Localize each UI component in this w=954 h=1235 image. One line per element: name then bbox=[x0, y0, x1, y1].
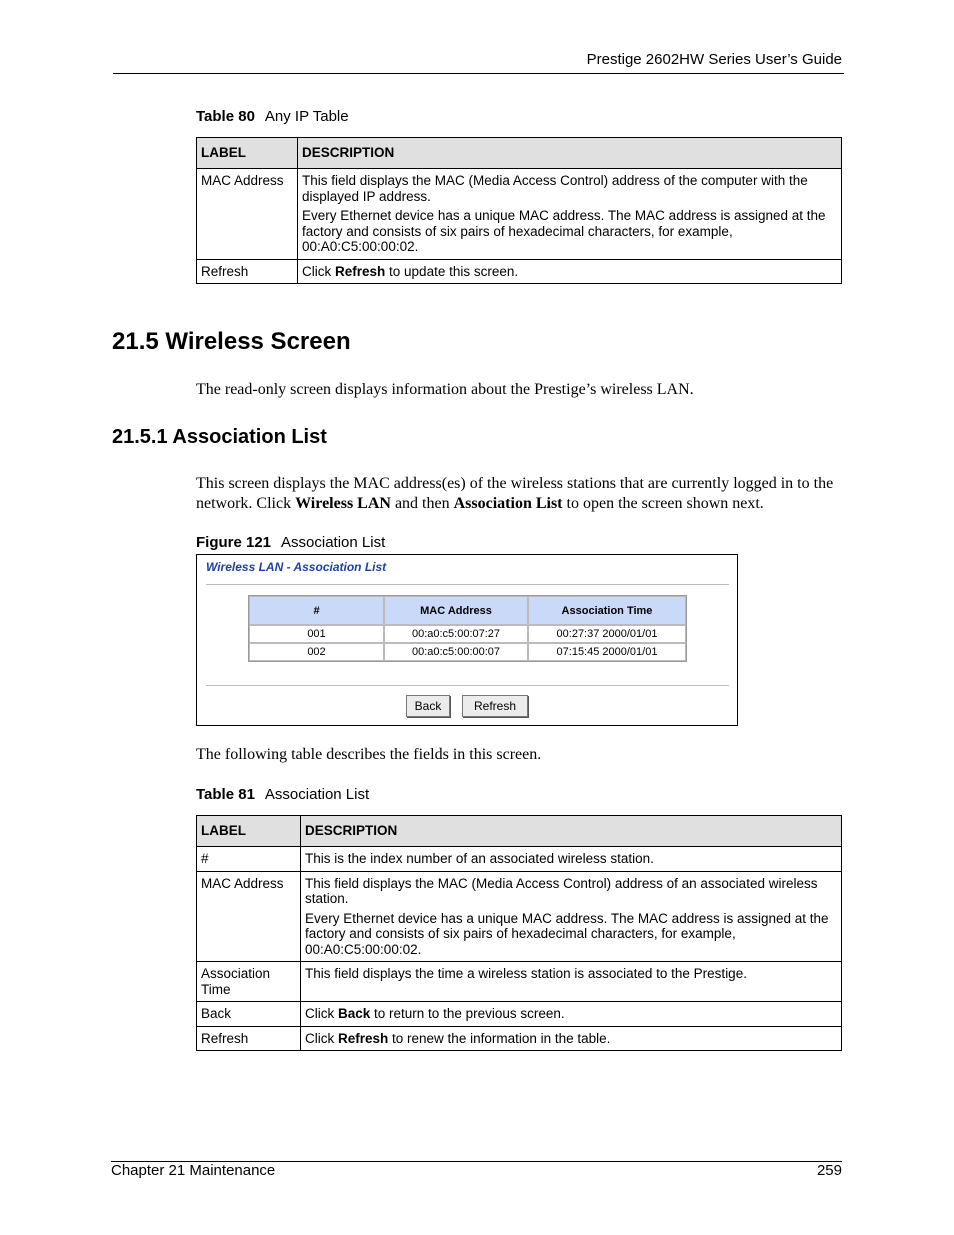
table-row bbox=[249, 625, 686, 643]
table-81-caption-title: Association List bbox=[264, 786, 370, 803]
figure-121-caption-title: Association List bbox=[281, 534, 386, 551]
station-time: 00:27:37 2000/01/01 bbox=[528, 625, 686, 643]
table-81-caption bbox=[196, 786, 369, 803]
col-mac-address: MAC Address bbox=[384, 596, 528, 625]
description-paragraph: Every Ethernet device has a unique MAC address. The MAC address is assigned at the factory and consists of six pairs of hexadecimal characters, for example, 00:A0:C5:00:00:02. bbox=[302, 208, 826, 254]
page-number: 259 bbox=[816, 1162, 842, 1179]
screen-title: Wireless LAN - Association List bbox=[206, 560, 387, 574]
row-description: Click Back to return to the previous screen. bbox=[301, 1002, 842, 1027]
row-label: Back bbox=[197, 1002, 301, 1027]
table-81 bbox=[196, 815, 842, 1051]
table-row bbox=[197, 871, 842, 962]
row-description: This is the index number of an associated wireless station. bbox=[301, 847, 842, 872]
table-row bbox=[249, 643, 686, 661]
header-rule bbox=[113, 73, 844, 74]
title-divider bbox=[206, 584, 729, 585]
subsection-heading: 21.5.1 Association List bbox=[112, 426, 327, 448]
figure-121-caption bbox=[196, 534, 385, 551]
row-description bbox=[298, 169, 842, 260]
table-row bbox=[197, 847, 842, 872]
table-row bbox=[197, 1026, 842, 1051]
table-80-col-description: DESCRIPTION bbox=[298, 138, 842, 169]
station-time: 07:15:45 2000/01/01 bbox=[528, 643, 686, 661]
table-80-caption bbox=[196, 108, 349, 125]
table-row bbox=[197, 259, 842, 284]
back-button[interactable]: Back bbox=[406, 695, 450, 717]
table-81-col-label: LABEL bbox=[197, 816, 301, 847]
running-header: Prestige 2602HW Series User’s Guide bbox=[586, 51, 842, 68]
table-row bbox=[197, 962, 842, 1002]
row-description bbox=[301, 871, 842, 962]
table-80 bbox=[196, 137, 842, 284]
station-mac: 00:a0:c5:00:00:07 bbox=[384, 643, 528, 661]
col-association-time: Association Time bbox=[528, 596, 686, 625]
section-heading: 21.5 Wireless Screen bbox=[112, 328, 351, 355]
table-80-caption-number: Table 80 bbox=[196, 108, 255, 125]
description-paragraph: Every Ethernet device has a unique MAC address. The MAC address is assigned at the factory and consists of six pairs of hexadecimal characters, for example, 00:A0:C5:00:00:02. bbox=[305, 910, 829, 957]
table-row bbox=[197, 1002, 842, 1027]
row-label: Association Time bbox=[197, 962, 301, 1002]
row-description: Click Refresh to update this screen. bbox=[298, 259, 842, 284]
row-description: Click Refresh to renew the information in the table. bbox=[301, 1026, 842, 1051]
station-index: 001 bbox=[249, 625, 384, 643]
row-label: MAC Address bbox=[197, 871, 301, 962]
refresh-button[interactable]: Refresh bbox=[462, 695, 528, 717]
association-header-row bbox=[249, 596, 686, 625]
station-index: 002 bbox=[249, 643, 384, 661]
footer-chapter: Chapter 21 Maintenance bbox=[111, 1162, 276, 1179]
section-intro: The read-only screen displays information about the Prestige’s wireless LAN. bbox=[196, 381, 694, 398]
row-label: # bbox=[197, 847, 301, 872]
station-mac: 00:a0:c5:00:07:27 bbox=[384, 625, 528, 643]
association-table bbox=[248, 595, 687, 662]
table-intro: The following table describes the fields in this screen. bbox=[196, 746, 542, 763]
row-description: This field displays the time a wireless station is associated to the Prestige. bbox=[301, 962, 842, 1002]
row-label: Refresh bbox=[197, 259, 298, 284]
description-paragraph: This field displays the MAC (Media Access Control) address of an associated wireless station. bbox=[305, 875, 818, 906]
table-80-col-label: LABEL bbox=[197, 138, 298, 169]
row-label: MAC Address bbox=[197, 169, 298, 260]
button-divider bbox=[206, 685, 729, 686]
figure-121-caption-number: Figure 121 bbox=[196, 534, 272, 551]
table-80-caption-title: Any IP Table bbox=[264, 108, 349, 125]
table-81-caption-number: Table 81 bbox=[196, 786, 255, 803]
table-81-header-row bbox=[197, 816, 842, 847]
col-index: # bbox=[249, 596, 384, 625]
row-label: Refresh bbox=[197, 1026, 301, 1051]
table-81-col-description: DESCRIPTION bbox=[301, 816, 842, 847]
table-row bbox=[197, 169, 842, 260]
description-paragraph: This field displays the MAC (Media Access Control) address of the computer with the displayed IP address. bbox=[302, 173, 808, 204]
table-80-header-row bbox=[197, 138, 842, 169]
association-list-screenshot bbox=[196, 554, 738, 726]
subsection-paragraph: This screen displays the MAC address(es) of the wireless stations that are currently logged in to the network. Click Wireless LAN and then Association List to open the screen shown next. bbox=[196, 475, 834, 512]
